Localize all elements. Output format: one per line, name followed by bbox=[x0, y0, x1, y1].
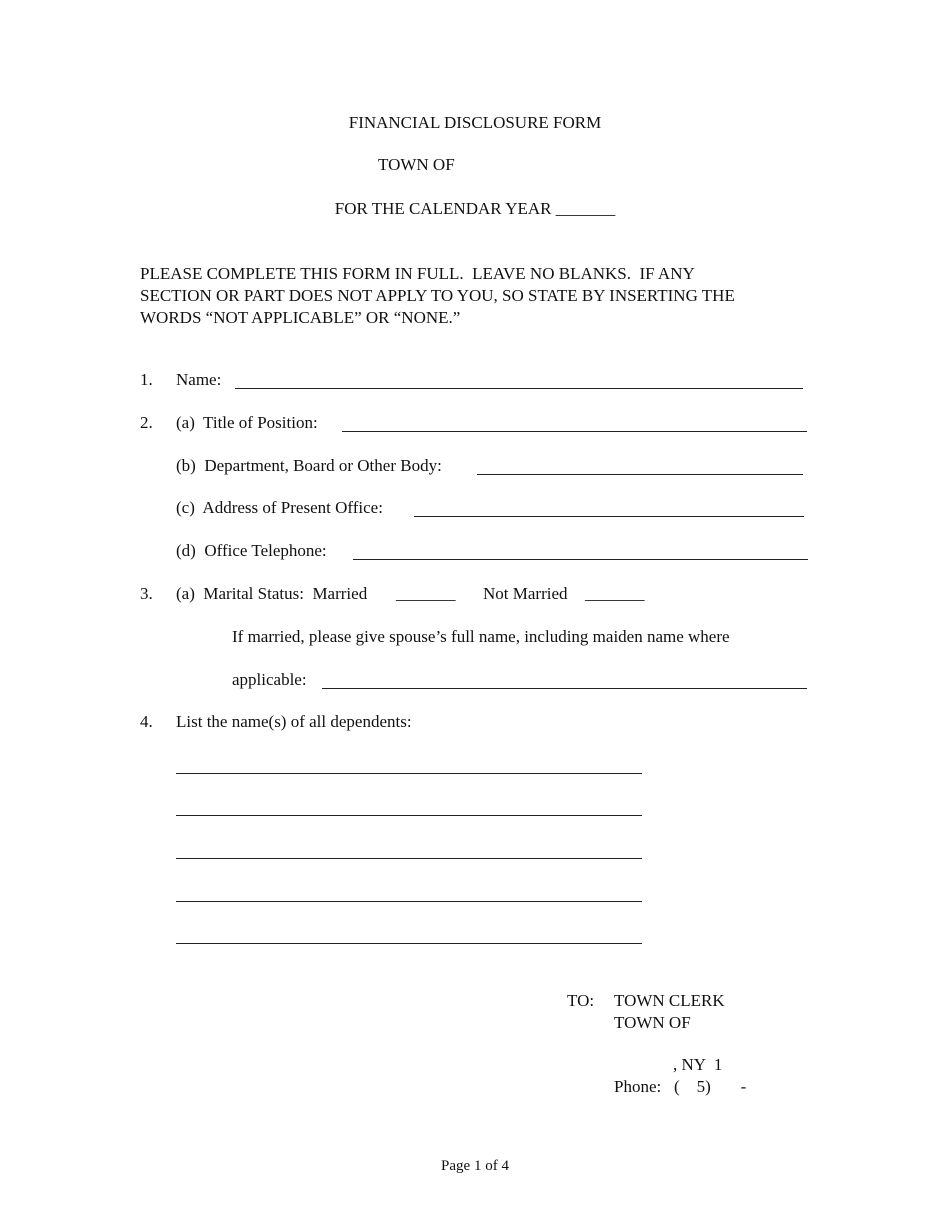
spouse-name-field[interactable] bbox=[322, 688, 807, 689]
instruction-line: PLEASE COMPLETE THIS FORM IN FULL. LEAVE NO BLANKS. IF ANY bbox=[140, 264, 695, 283]
department-field[interactable] bbox=[477, 474, 803, 475]
to-label: TO: bbox=[567, 991, 595, 1010]
office-address-label: (c) Address of Present Office: bbox=[176, 498, 383, 517]
dependent-field[interactable] bbox=[176, 901, 642, 902]
form-title: FINANCIAL DISCLOSURE FORM bbox=[348, 113, 602, 132]
title-of-position-label: (a) Title of Position: bbox=[176, 413, 318, 432]
name-field[interactable] bbox=[235, 388, 803, 389]
dependents-label: List the name(s) of all dependents: bbox=[176, 712, 412, 731]
title-of-position-field[interactable] bbox=[342, 431, 807, 432]
applicable-label: applicable: bbox=[232, 670, 307, 689]
town-of-line: TOWN OF bbox=[614, 1013, 691, 1032]
office-address-field[interactable] bbox=[414, 516, 804, 517]
question-1-number: 1. bbox=[140, 370, 153, 389]
dependent-field[interactable] bbox=[176, 943, 642, 944]
city-state-line: , NY 1 bbox=[673, 1055, 723, 1074]
department-label: (b) Department, Board or Other Body: bbox=[176, 456, 442, 475]
married-blank[interactable]: _______ bbox=[396, 584, 456, 603]
office-telephone-label: (d) Office Telephone: bbox=[176, 541, 327, 560]
not-married-blank[interactable]: _______ bbox=[585, 584, 645, 603]
page-number: Page 1 of 4 bbox=[441, 1158, 509, 1174]
name-label: Name: bbox=[176, 370, 222, 389]
town-clerk-line: TOWN CLERK bbox=[614, 991, 725, 1010]
instruction-line: WORDS “NOT APPLICABLE” OR “NONE.” bbox=[140, 308, 461, 327]
calendar-year-heading: FOR THE CALENDAR YEAR _______ bbox=[334, 199, 616, 218]
instruction-line: SECTION OR PART DOES NOT APPLY TO YOU, SO STATE BY INSERTING THE bbox=[140, 286, 735, 305]
dependent-field[interactable] bbox=[176, 815, 642, 816]
instructions-block bbox=[140, 263, 820, 329]
phone-value: ( 5) - bbox=[674, 1077, 747, 1096]
spouse-instruction: If married, please give spouse’s full name, including maiden name where bbox=[232, 627, 730, 646]
town-heading: TOWN OF bbox=[378, 155, 455, 174]
office-telephone-field[interactable] bbox=[353, 559, 808, 560]
not-married-label: Not Married bbox=[483, 584, 568, 603]
dependent-field[interactable] bbox=[176, 773, 642, 774]
dependent-field[interactable] bbox=[176, 858, 642, 859]
question-3-number: 3. bbox=[140, 584, 153, 603]
phone-label: Phone: bbox=[614, 1077, 662, 1096]
question-4-number: 4. bbox=[140, 712, 153, 731]
marital-status-label: (a) Marital Status: Married bbox=[176, 584, 368, 603]
question-2-number: 2. bbox=[140, 413, 153, 432]
